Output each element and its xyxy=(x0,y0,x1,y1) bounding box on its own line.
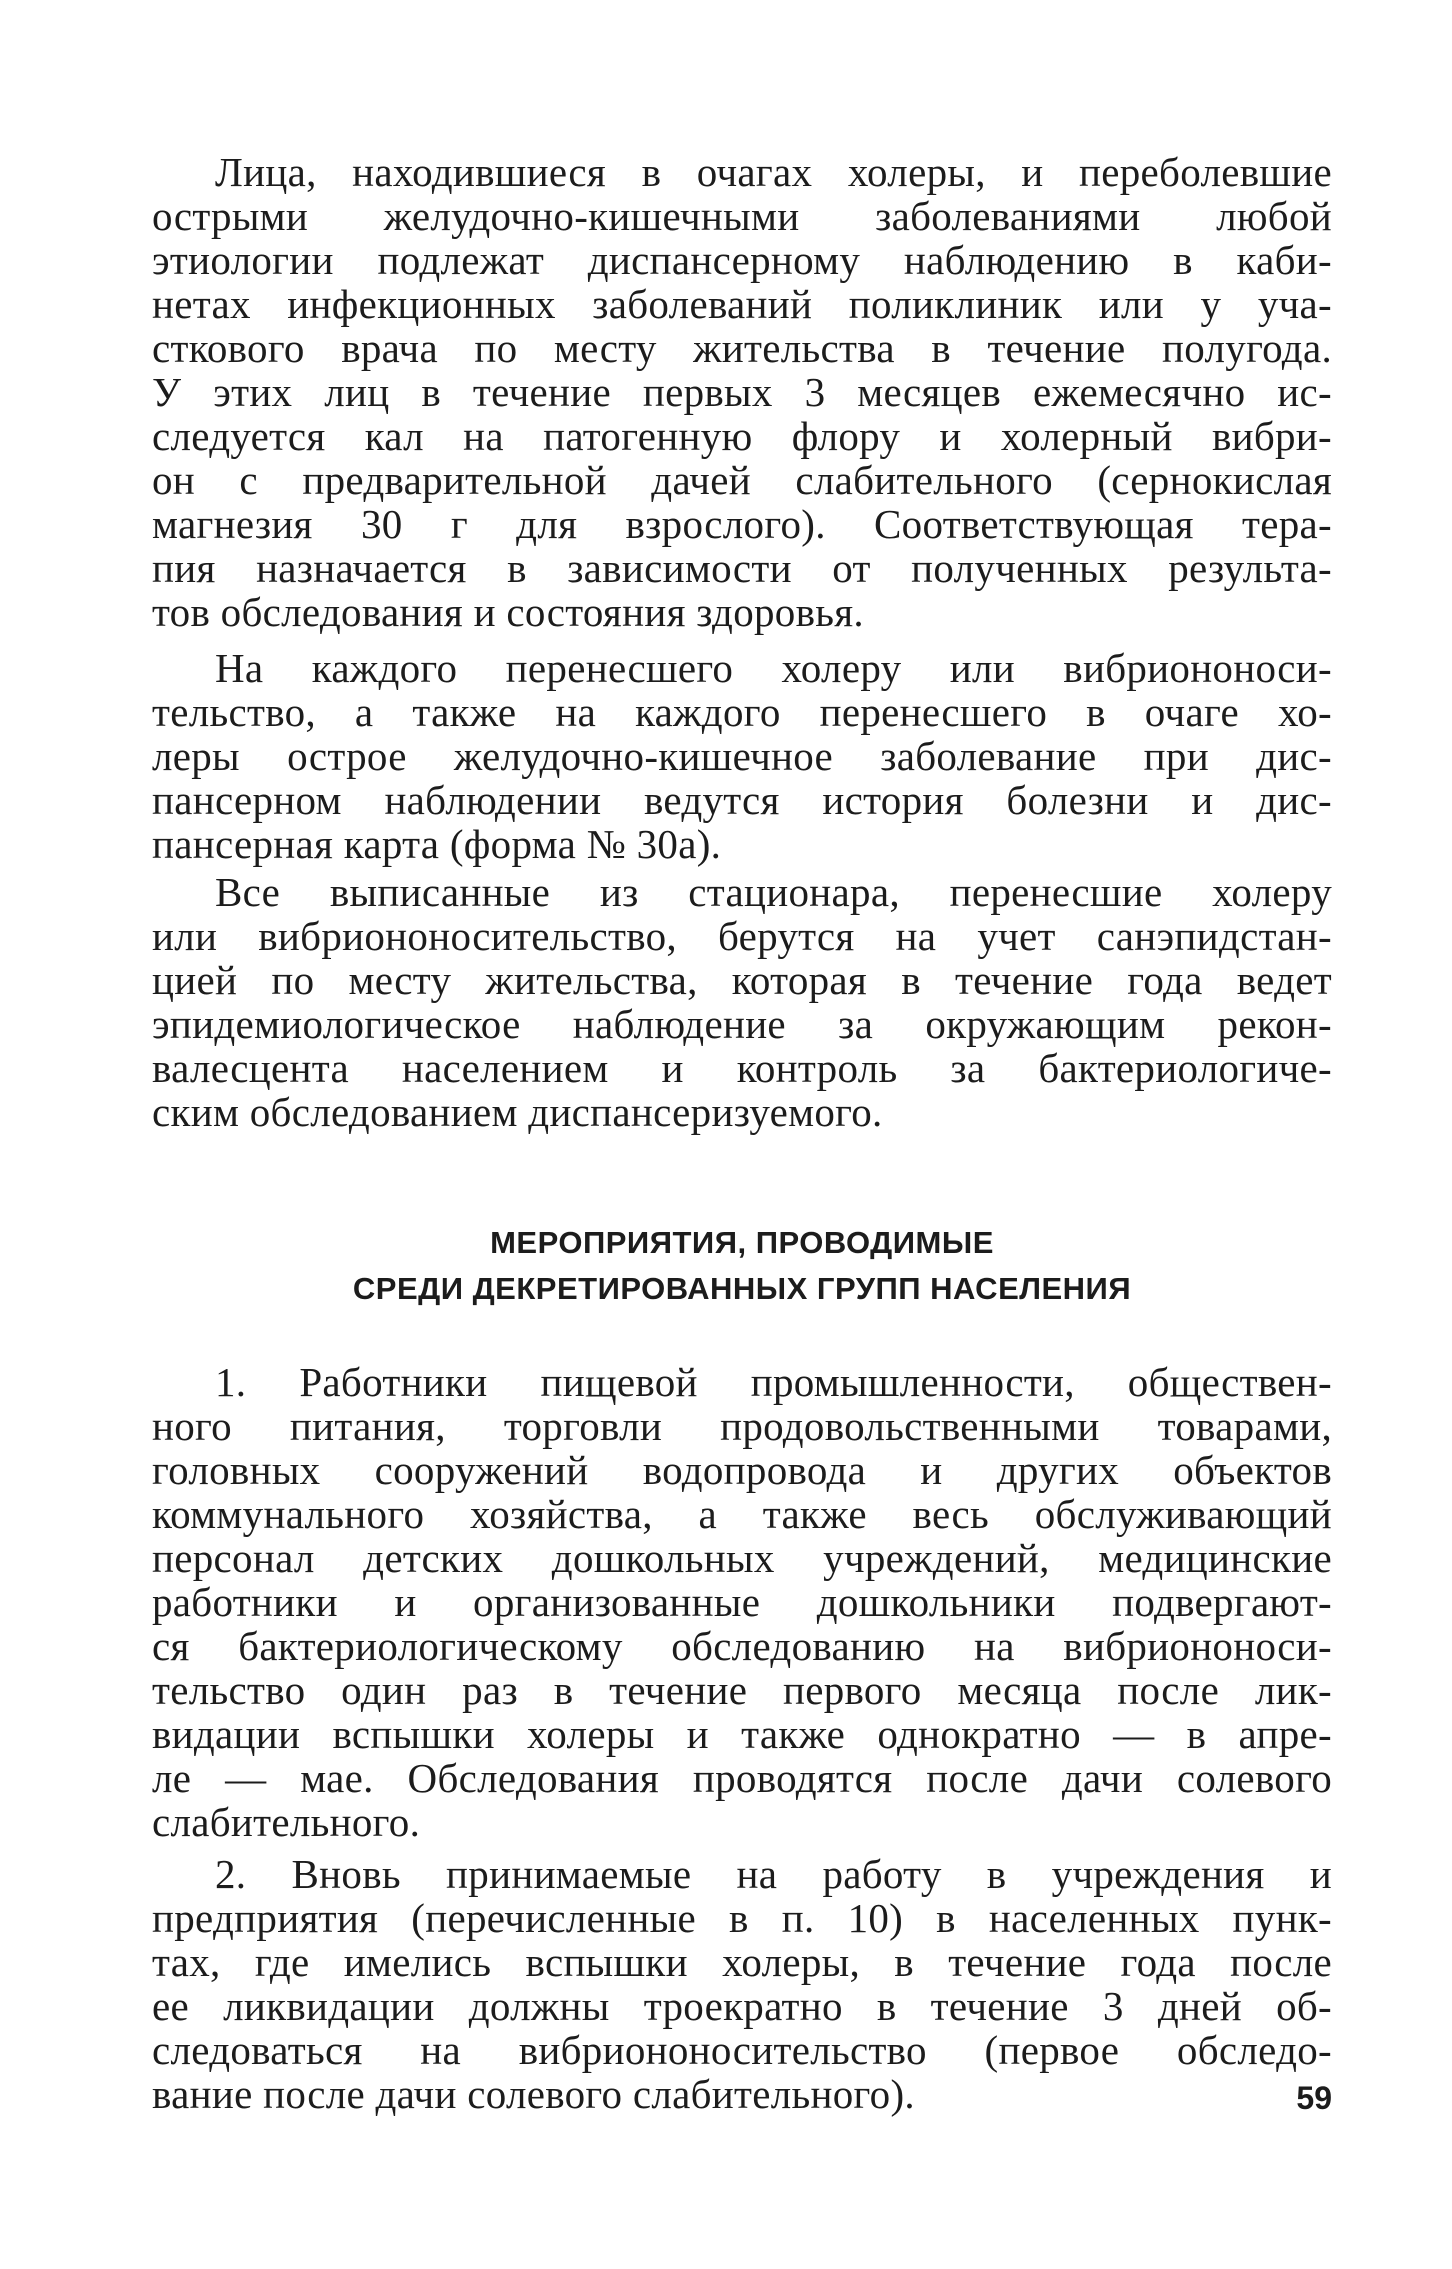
text-line: коммунального хозяйства, а также весь обслуживающий xyxy=(152,1491,1332,1537)
text-line: ле — мае. Обследования проводятся после дачи солевого xyxy=(152,1755,1332,1801)
text-line: вание после дачи солевого слабительного). xyxy=(152,2071,915,2117)
text-line: нетах инфекционных заболеваний поликлиник или у уча- xyxy=(152,281,1332,327)
text-line: леры острое желудочно-кишечное заболевание при дис- xyxy=(152,733,1332,779)
text-line: следуется кал на патогенную флору и холерный вибри- xyxy=(152,413,1332,459)
text-line: тов обследования и состояния здоровья. xyxy=(152,589,864,635)
text-line: Все выписанные из стационара, перенесшие холеру xyxy=(215,869,1332,915)
text-line: ее ликвидации должны троекратно в течение 3 дней об- xyxy=(152,1983,1332,2029)
text-line: острыми желудочно-кишечными заболеваниями любой xyxy=(152,193,1332,239)
text-line: следоваться на вибриононосительство (первое обследо- xyxy=(152,2027,1332,2073)
text-line: магнезия 30 г для взрослого). Соответствующая тера- xyxy=(152,501,1332,547)
list-item-2 xyxy=(152,1852,1332,2116)
text-line: эпидемиологическое наблюдение за окружающим рекон- xyxy=(152,1001,1332,1047)
text-line: Лица, находившиеся в очагах холеры, и переболевшие xyxy=(215,149,1332,195)
text-line: тельство один раз в течение первого месяца после лик- xyxy=(152,1667,1332,1713)
text-line: ся бактериологическому обследованию на вибриононоси- xyxy=(152,1623,1332,1669)
text-line: На каждого перенесшего холеру или вибриононоси- xyxy=(215,645,1332,691)
paragraph-1 xyxy=(152,150,1332,634)
text-line: пия назначается в зависимости от полученных результа- xyxy=(152,545,1332,591)
text-line: валесцента населением и контроль за бактериологиче- xyxy=(152,1045,1332,1091)
text-line: этиологии подлежат диспансерному наблюдению в каби- xyxy=(152,237,1332,283)
text-line: У этих лиц в течение первых 3 месяцев ежемесячно ис- xyxy=(152,369,1332,415)
text-line: работники и организованные дошкольники подвергают- xyxy=(152,1579,1332,1625)
page-number: 59 xyxy=(1296,2080,1332,2116)
text-line: ного питания, торговли продовольственными товарами, xyxy=(152,1403,1332,1449)
text-line: видации вспышки холеры и также однократно — в апре- xyxy=(152,1711,1332,1757)
paragraph-2 xyxy=(152,646,1332,866)
list-item-1 xyxy=(152,1360,1332,1844)
text-line: тельство, а также на каждого перенесшего в очаге хо- xyxy=(152,689,1332,735)
text-line: пансерном наблюдении ведутся история болезни и дис- xyxy=(152,777,1332,823)
text-line: или вибриононосительство, берутся на учет санэпидстан- xyxy=(152,913,1332,959)
text-line: персонал детских дошкольных учреждений, медицинские xyxy=(152,1535,1332,1581)
text-line: предприятия (перечисленные в п. 10) в населенных пунк- xyxy=(152,1895,1332,1941)
text-line: сткового врача по месту жительства в течение полугода. xyxy=(152,325,1332,371)
text-line: он с предварительной дачей слабительного (сернокислая xyxy=(152,457,1332,503)
paragraph-3 xyxy=(152,870,1332,1134)
text-line: тах, где имелись вспышки холеры, в течение года после xyxy=(152,1939,1332,1985)
text-line: слабительного. xyxy=(152,1799,421,1845)
section-heading-line-2: СРЕДИ ДЕКРЕТИРОВАННЫХ ГРУПП НАСЕЛЕНИЯ xyxy=(352,1271,1132,1306)
text-line: пансерная карта (форма № 30а). xyxy=(152,821,722,867)
text-line: цией по месту жительства, которая в течение года ведет xyxy=(152,957,1332,1003)
text-line: ским обследованием диспансеризуемого. xyxy=(152,1089,883,1135)
text-line: 1. Работники пищевой промышленности, обществен- xyxy=(215,1359,1332,1405)
text-line: головных сооружений водопровода и других объектов xyxy=(152,1447,1332,1493)
section-heading-line-1: МЕРОПРИЯТИЯ, ПРОВОДИМЫЕ xyxy=(490,1225,994,1260)
text-line: 2. Вновь принимаемые на работу в учреждения и xyxy=(215,1851,1332,1897)
